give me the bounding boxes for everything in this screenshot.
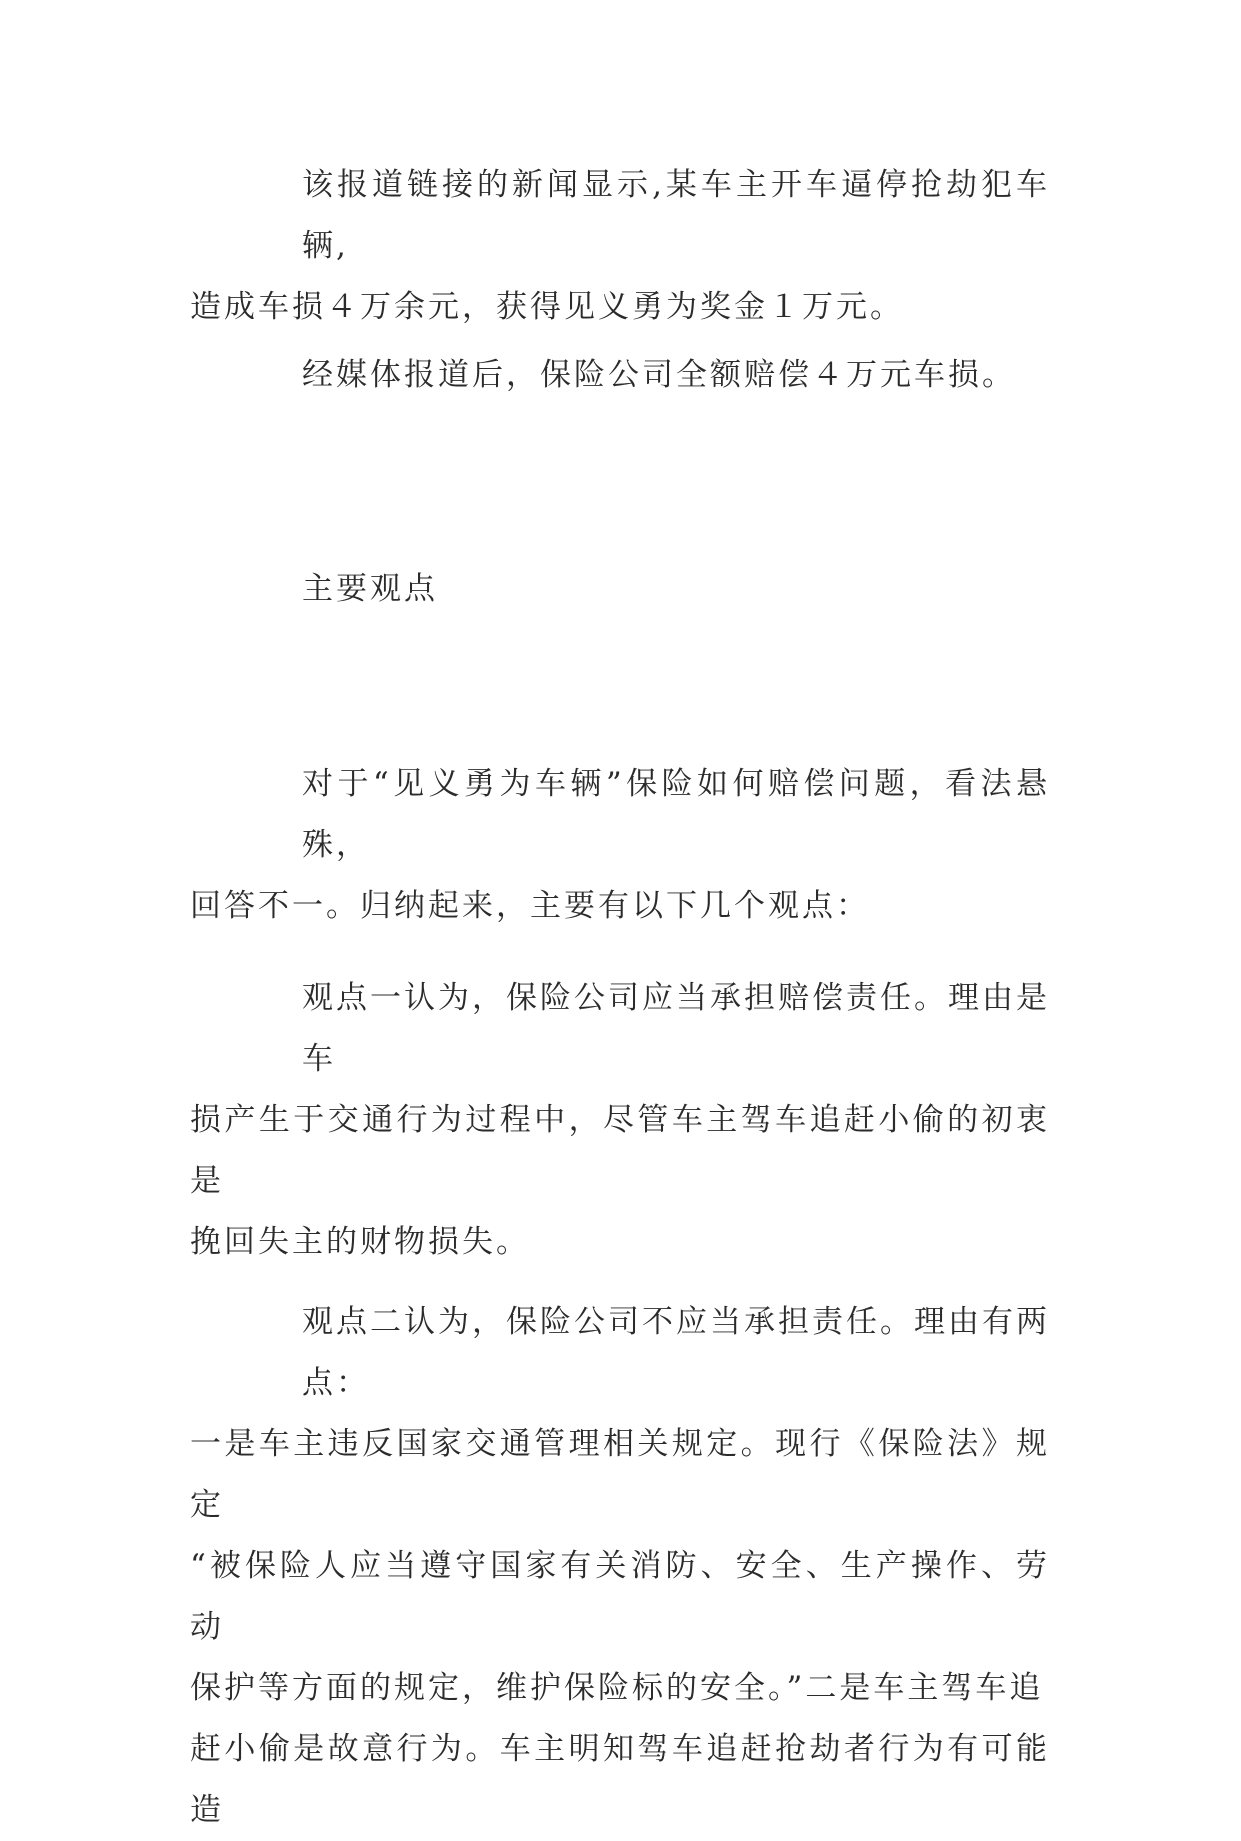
paragraph-line: 一是车主违反国家交通管理相关规定。现行《保险法》规定	[190, 1426, 1050, 1523]
paragraph-line: 观点二认为，保险公司不应当承担责任。理由有两点：	[302, 1304, 1050, 1401]
paragraph-line: 造成车损４万余元，获得见义勇为奖金１万元。	[190, 289, 904, 325]
paragraph-line: 赶小偷是故意行为。车主明知驾车追赶抢劫者行为有可能造	[190, 1731, 1050, 1828]
paragraph-line: “被保险人应当遵守国家有关消防、安全、生产操作、劳动	[190, 1548, 1050, 1645]
paragraph-line: 保护等方面的规定，维护保险标的安全。”二是车主驾车追	[190, 1670, 1044, 1706]
paragraph-view-one	[190, 968, 1050, 1273]
paragraph-line: 回答不一。归纳起来，主要有以下几个观点：	[190, 888, 870, 924]
paragraph-view-two	[190, 1292, 1050, 1841]
paragraph-insurance-payout	[190, 345, 1050, 406]
paragraph-line: 对于“见义勇为车辆”保险如何赔偿问题，看法悬殊，	[302, 766, 1050, 863]
paragraph-line: 经媒体报道后，保险公司全额赔偿４万元车损。	[302, 357, 1016, 393]
section-heading-text: 主要观点	[302, 571, 438, 607]
paragraph-line: 观点一认为，保险公司应当承担赔偿责任。理由是车	[302, 980, 1050, 1077]
paragraph-line: 挽回失主的财物损失。	[190, 1224, 530, 1260]
paragraph-line: 损产生于交通行为过程中，尽管车主驾车追赶小偷的初衷是	[190, 1102, 1050, 1199]
paragraph-news-report	[190, 155, 1050, 338]
section-heading-main-views	[190, 559, 1050, 620]
paragraph-line: 该报道链接的新闻显示,某车主开车逼停抢劫犯车辆,	[302, 167, 1050, 264]
paragraph-views-intro	[190, 754, 1050, 937]
